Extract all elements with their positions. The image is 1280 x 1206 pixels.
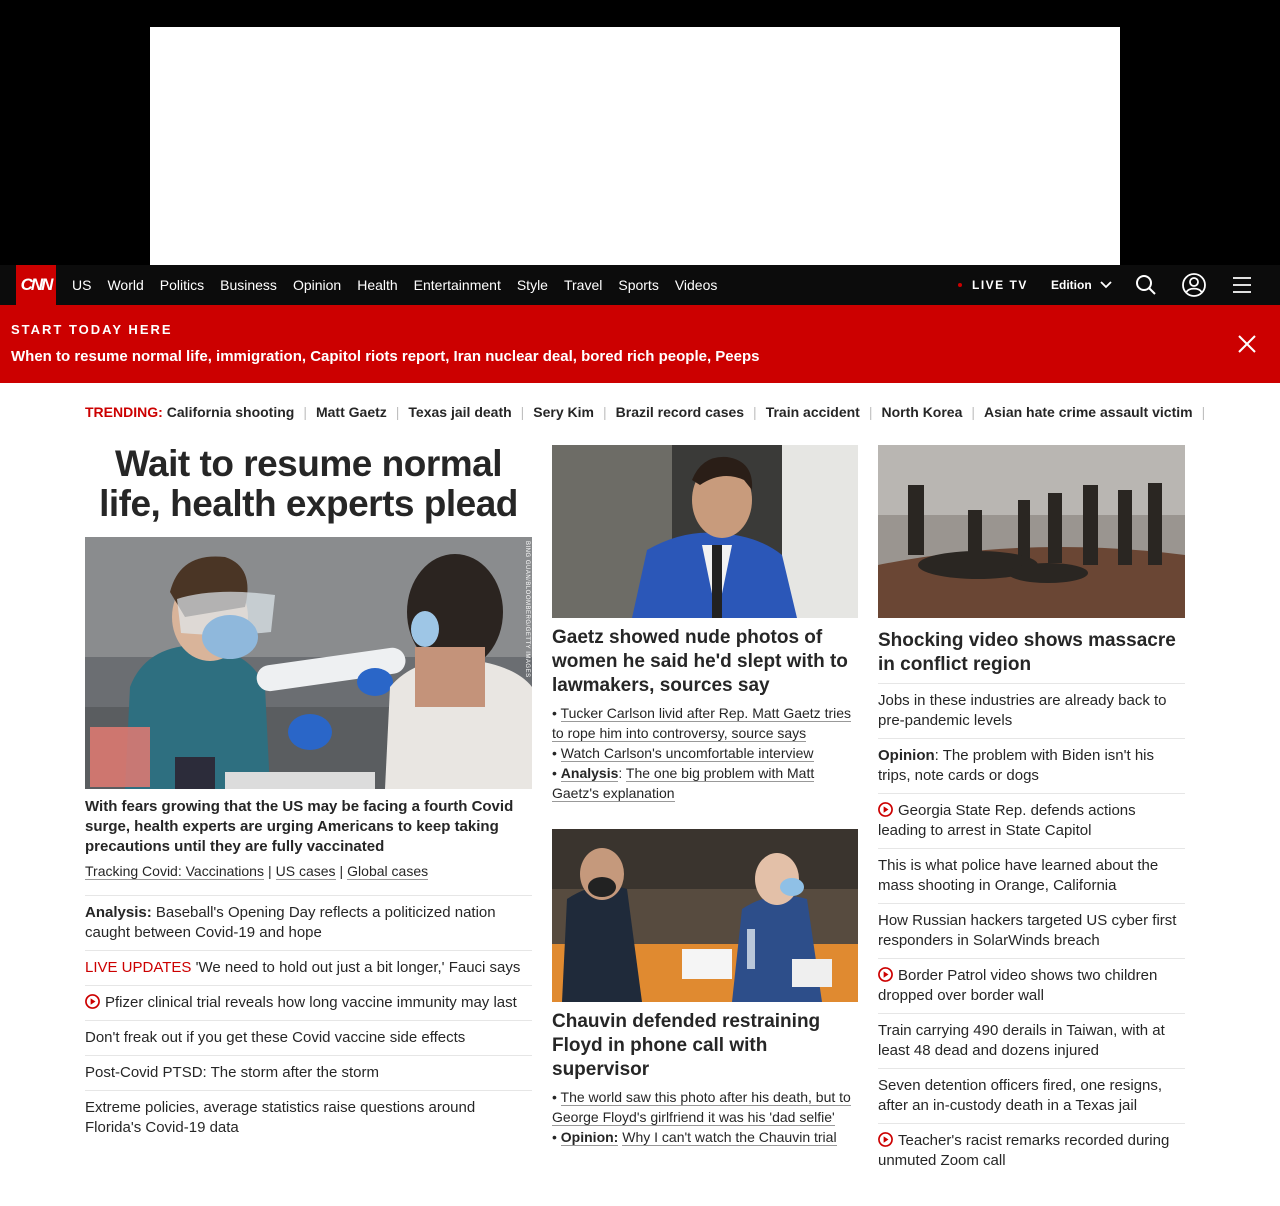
list-item[interactable] [85,1091,532,1145]
chevron-down-icon [1100,281,1112,289]
play-video-icon [878,802,893,817]
nav-link-videos[interactable]: Videos [674,277,718,293]
trending-separator: | [520,404,525,420]
start-today-banner[interactable] [0,305,1280,383]
related-link[interactable]: • Tucker Carlson livid after Rep. Matt Gaetz tries to rope him into controversy, source says [552,705,852,741]
live-tv-label: LIVE TV [972,278,1028,292]
live-dot-icon [958,283,962,287]
nav-links [72,265,733,305]
ad-slot[interactable] [150,27,1120,265]
vaccination-photo [85,537,532,789]
lead-subheadline[interactable]: With fears growing that the US may be facing a fourth Covid surge, health experts are urging Americans to keep taking precautions until they are fully vaccinated [85,798,514,855]
close-icon[interactable] [1237,334,1257,354]
list-item-text: Extreme policies, average statistics raise questions around Florida's Covid-19 data [85,1099,476,1136]
list-item[interactable] [878,1014,1185,1069]
nav-link-world[interactable]: World [107,277,144,293]
list-item[interactable] [85,986,532,1021]
trending-item[interactable]: Asian hate crime assault victim [984,404,1193,420]
photo-credit: BING GUAN/BLOOMBERG/GETTY IMAGES [524,541,530,678]
trending-item[interactable]: Matt Gaetz [315,404,387,420]
trending-item[interactable]: California shooting [166,404,295,420]
banner-kicker: START TODAY HERE [11,322,173,337]
related-link-text: The world saw this photo after his death, but to George Floyd's girlfriend it was his 'dad selfie' [552,1089,851,1125]
list-item[interactable] [85,896,532,951]
trending-item[interactable]: Sery Kim [533,404,594,420]
chauvin-headline[interactable]: Chauvin defended restraining Floyd in phone call with supervisor [552,1011,821,1080]
right-column [878,445,1185,1178]
global-cases-link[interactable]: Global cases [347,863,429,879]
courtroom-photo [552,829,858,1002]
list-item-text: Jobs in these industries are already back to pre-pandemic levels [878,692,1167,729]
list-item-text: Don't freak out if you get these Covid vaccine side effects [85,1029,466,1046]
list-item[interactable] [85,951,532,986]
list-item[interactable] [878,739,1185,794]
lead-headline[interactable]: Wait to resume normal life, health experts plead [99,443,518,524]
list-item-text: Border Patrol video shows two children dropped over border wall [878,967,1158,1004]
conflict-region-photo [878,445,1185,618]
list-item[interactable] [878,849,1185,904]
list-item-text: How Russian hackers targeted US cyber first responders in SolarWinds breach [878,912,1177,949]
trending-separator: | [753,404,757,420]
trending-separator: | [603,404,607,420]
account-icon[interactable] [1182,273,1206,297]
trending-item[interactable]: North Korea [881,404,963,420]
trending-bar [85,404,1214,420]
list-item-text: Baseball's Opening Day reflects a politicized nation caught between Covid-19 and hope [85,904,496,941]
nav-link-politics[interactable]: Politics [159,277,205,293]
nav-link-travel[interactable]: Travel [563,277,603,293]
nav-link-business[interactable]: Business [220,277,277,293]
related-link[interactable]: • Analysis: The one big problem with Matt Gaetz's explanation [552,765,815,801]
chauvin-related-links [552,1087,858,1147]
list-item-text: : The problem with Biden isn't his trips, note cards or dogs [878,747,1155,784]
opinion-label: Opinion [878,747,935,764]
trending-label: TRENDING: [85,404,163,420]
analysis-label: Analysis [560,765,619,781]
middle-column [552,445,858,1147]
analysis-label: Analysis: [85,904,152,921]
list-item-text: This is what police have learned about the mass shooting in Orange, California [878,857,1159,894]
massacre-video-image[interactable] [878,445,1185,618]
live-updates-label: LIVE UPDATES [85,959,192,976]
live-tv-button[interactable] [958,265,1028,305]
banner-headline[interactable]: When to resume normal life, immigration, Capitol riots report, Iran nuclear deal, bored rich people, Peeps [11,348,760,365]
list-item[interactable] [878,904,1185,959]
nav-link-style[interactable]: Style [516,277,548,293]
right-story-list [878,683,1185,1178]
trending-separator: | [395,404,400,420]
massacre-headline[interactable]: Shocking video shows massacre in conflict region [878,630,1176,675]
play-video-icon [878,967,893,982]
top-nav-bar [0,265,1280,305]
related-link[interactable]: • The world saw this photo after his death, but to George Floyd's girlfriend it was his 'dad selfie' [552,1089,851,1125]
nav-link-health[interactable]: Health [357,277,398,293]
link-separator: | [339,863,344,879]
list-item-text: Teacher's racist remarks recorded during unmuted Zoom call [878,1132,1170,1169]
lead-story-list [85,895,532,1145]
related-link-text: Why I can't watch the Chauvin trial [622,1129,837,1145]
list-item[interactable] [878,684,1185,739]
us-cases-link[interactable]: US cases [275,863,336,879]
list-item-text: Georgia State Rep. defends actions leading to arrest in State Capitol [878,802,1136,839]
list-item[interactable] [878,794,1185,849]
list-item-text: 'We need to hold out just a bit longer,' Fauci says [191,959,521,976]
lead-story-column [85,444,532,1145]
gaetz-headline[interactable]: Gaetz showed nude photos of women he said he'd slept with to lawmakers, sources say [552,627,848,696]
vaccinations-link[interactable]: Tracking Covid: Vaccinations [85,863,264,879]
trending-separator: | [1201,404,1206,420]
search-icon[interactable] [1134,273,1158,297]
tracking-covid-links [85,861,532,881]
list-item-text: Seven detention officers fired, one resigns, after an in-custody death in a Texas jail [878,1077,1163,1114]
trending-item[interactable]: Brazil record cases [615,404,745,420]
edition-label: Edition [1051,278,1092,292]
lead-story-image[interactable] [85,537,532,789]
opinion-label: Opinion: [560,1129,619,1145]
edition-dropdown[interactable] [1051,265,1112,305]
related-link-text: Watch Carlson's uncomfortable interview [560,745,814,761]
cnn-logo[interactable]: CNN [16,265,56,305]
trending-item[interactable]: Train accident [765,404,860,420]
nav-link-us[interactable]: US [72,277,92,293]
list-item[interactable] [85,1056,532,1091]
related-link[interactable]: • Watch Carlson's uncomfortable interview [552,745,814,761]
nav-link-entertainment[interactable]: Entertainment [413,277,501,293]
chauvin-story-image[interactable] [552,829,858,1002]
chauvin-story [552,829,858,1147]
list-item[interactable] [878,959,1185,1014]
list-item-text: Pfizer clinical trial reveals how long vaccine immunity may last [105,994,517,1011]
list-item[interactable] [878,1069,1185,1124]
gaetz-story-image[interactable] [552,445,858,618]
gaetz-photo [552,445,858,618]
nav-link-sports[interactable]: Sports [618,277,659,293]
related-link[interactable]: • Opinion: Why I can't watch the Chauvin trial [552,1129,837,1145]
related-link-text: Tucker Carlson livid after Rep. Matt Gaetz tries to rope him into controversy, source says [552,705,852,741]
list-item[interactable] [878,1124,1185,1178]
menu-icon[interactable] [1230,273,1254,297]
list-item[interactable] [85,1021,532,1056]
nav-link-opinion[interactable]: Opinion [292,277,342,293]
gaetz-related-links [552,703,858,803]
trending-separator: | [303,404,307,420]
trending-separator: | [868,404,873,420]
link-separator: | [267,863,272,879]
trending-separator: | [971,404,976,420]
play-video-icon [85,994,100,1009]
trending-item[interactable]: Texas jail death [408,404,512,420]
related-link-text: The one big problem with Matt Gaetz's explanation [552,765,815,801]
list-item-text: Post-Covid PTSD: The storm after the storm [85,1064,379,1081]
ad-band [0,0,1280,265]
play-video-icon [878,1132,893,1147]
list-item-text: Train carrying 490 derails in Taiwan, with at least 48 dead and dozens injured [878,1022,1165,1059]
